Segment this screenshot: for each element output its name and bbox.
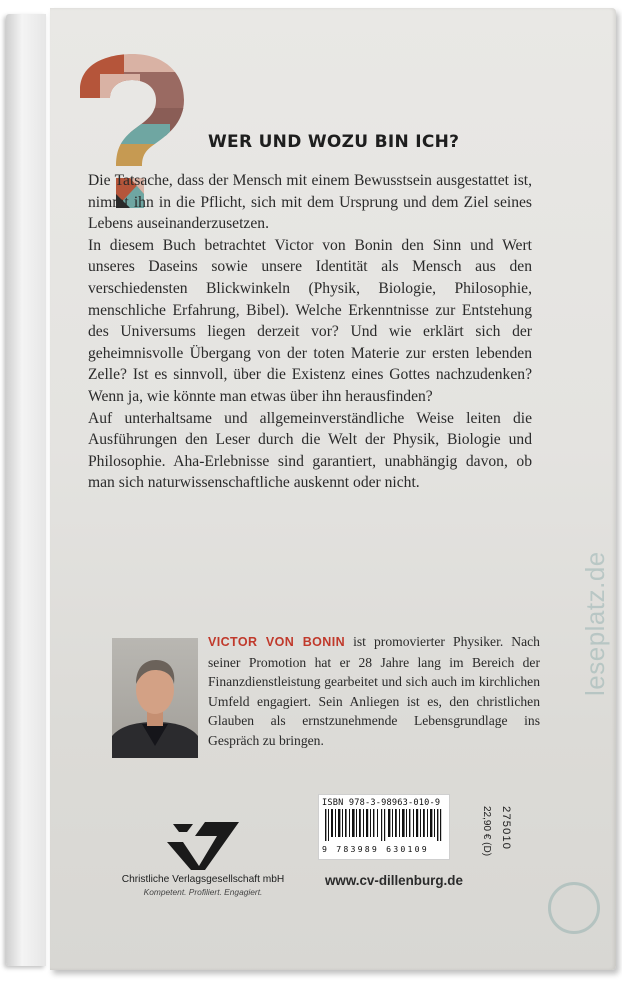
blurb-paragraph-3: Auf unterhaltsame und allgemeinverständliche Weise leiten die Ausführungen den Leser durch die Welt der Physik, Biologie und Philosophie. Aha-Erlebnisse sind garantiert, unabhängig davon, ob man sich naturwissenschaftliche auskennt oder nicht.	[88, 409, 532, 492]
blurb-paragraph-2: In diesem Buch betrachtet Victor von Bonin den Sinn und Wert unseres Daseins sowie unsere Identität als Mensch aus den verschiedensten Blickwinkeln (Physik, Biologie, Philosophie, menschliche Erfahrung, Bibel). Welche Erkenntnisse zur Entstehung des Universums liegen derzeit vor? Und wie erklärt sich der geheimnisvolle Übergang von der toten Materie zur ersten lebenden Zelle? Ist es sinnvoll, über die Existenz eines Gottes nachzudenken? Wenn ja, wie könnte man etwas über ihn herausfinden?	[88, 236, 532, 405]
publisher-name: Christliche Verlagsgesellschaft mbH	[121, 874, 285, 885]
publisher-website: www.cv-dillenburg.de	[325, 873, 463, 888]
barcode-digits: 9 783989 630109	[322, 844, 429, 854]
blurb-paragraph-1: Die Tatsache, dass der Mensch mit einem Bewusstsein ausgestattet ist, nimmt ihn in die Pflicht, sich mit dem Ursprung und dem Ziel seines Lebens auseinanderzusetzen.	[88, 172, 532, 233]
isbn-number: ISBN 978-3-98963-010-9	[322, 798, 441, 808]
watermark-text: leseplatz.de	[580, 551, 610, 696]
author-photo	[112, 638, 198, 758]
author-name: VICTOR VON BONIN	[208, 635, 346, 649]
author-bio	[208, 632, 540, 751]
item-code: 275010	[500, 806, 512, 851]
cover-headline: WER UND WOZU BIN ICH?	[208, 132, 460, 152]
watermark-book-icon	[548, 882, 600, 934]
blurb-text	[88, 170, 532, 494]
price-label: 22,90 € (D)	[481, 806, 492, 857]
author-bio-text: ist promovierter Physiker. Nach seiner Promotion hat er 28 Jahre lang im Bereich der Finanzdienstleistung gearbeitet und sich auch im kirchlichen Umfeld engagiert. Sein Anliegen ist es, den christlichen Glauben als ernstzunehmende Lebensgrundlage ins Gespräch zu bringen.	[208, 634, 540, 748]
book-page-edges	[6, 14, 46, 966]
publisher-logo-icon	[165, 818, 241, 872]
publisher-slogan: Kompetent. Profiliert. Engagiert.	[143, 887, 263, 897]
